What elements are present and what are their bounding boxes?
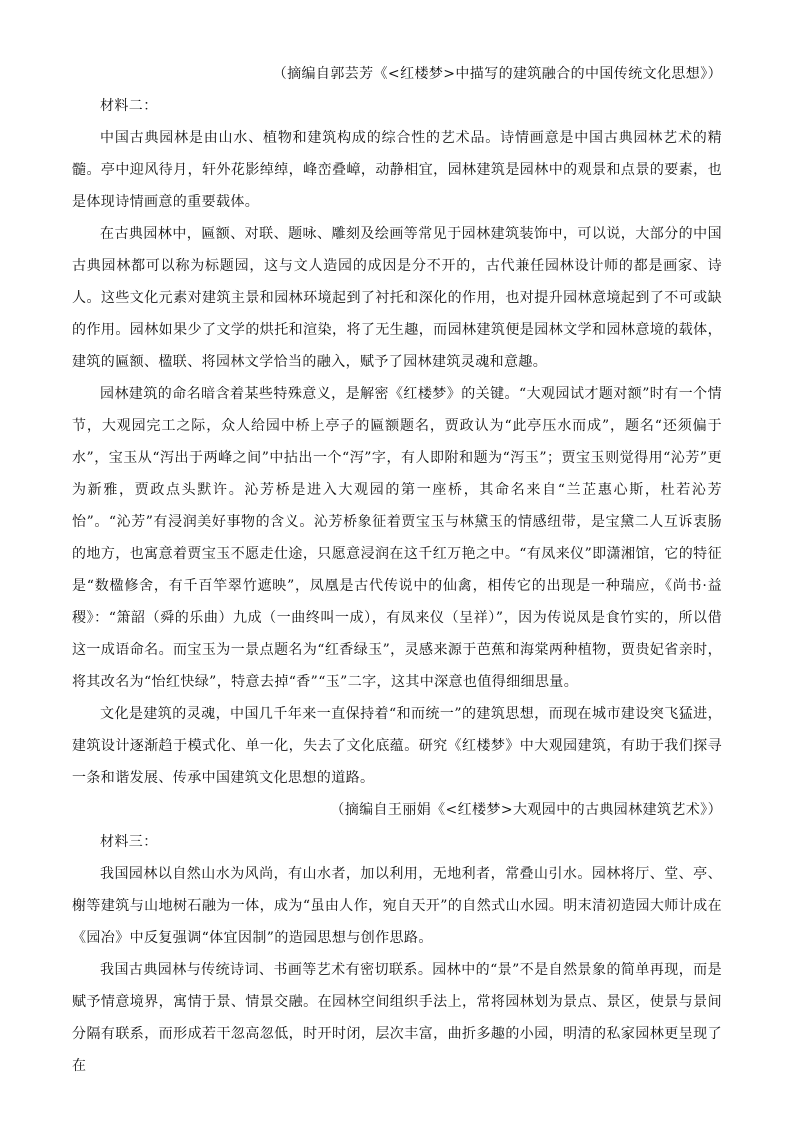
- source-citation-1: （摘编自郭芸芳《<红楼梦>中描写的建筑融合的中国传统文化思想》）: [272, 66, 722, 82]
- material-2-paragraph-3: 园林建筑的命名暗含着某些特殊意义，是解密《红楼梦》的关键。“大观园试才题对额”时有一个情节，大观园完工之际，众人给园中桥上亭子的匾额题名，贾政认为“此亭压水而成”，题名“还须偏于水”，宝玉从“泻出于两峰之间”中拈出一个“泻”字，有人即附和题为“泻玉”；贾宝玉则觉得用“沁芳”更为新雅，贾政点头默许。沁芳桥是进入大观园的第一座桥，其命名来自“兰芷惠心斯，杜若沁芳怡”。“沁芳”有浸润美好事物的含义。沁芳桥象征着贾宝玉与林黛玉的情感纽带，是宝黛二人互诉衷肠的地方，也寓意着贾宝玉不愿走仕途，只愿意浸润在这千红万艳之中。“有凤来仪”即潇湘馆，它的特征是“数楹修舍，有千百竿翠竹遮映”，凤凰是古代传说中的仙禽，相传它的出现是一种瑞应，《尚书·益稷》：“箫韶（舜的乐曲）九成（一曲终叫一成），有凤来仪（呈祥）”，因为传说凤是食竹实的，所以借这一成语命名。而宝玉为一景点题名为“红香绿玉”，灵感来源于芭蕉和海棠两种植物，贾贵妃省亲时，将其改名为“怡红快绿”，特意去掉“香”“玉”二字，这其中深意也值得细细思量。: [72, 386, 722, 690]
- material-2-paragraph-1: 中国古典园林是由山水、植物和建筑构成的综合性的艺术品。诗情画意是中国古典园林艺术的精髓。亭中迎风待月，轩外花影绰绰，峰峦叠嶂，动静相宜，园林建筑是园林中的观景和点景的要素，也是体现诗情画意的重要载体。: [72, 130, 722, 210]
- document-body: [72, 58, 722, 1082]
- material-3-label: 材料三：: [100, 834, 158, 850]
- material-2-paragraph-2: 在古典园林中，匾额、对联、题咏、雕刻及绘画等常见于园林建筑装饰中，可以说，大部分的中国古典园林都可以称为标题园，这与文人造园的成因是分不开的，古代兼任园林设计师的都是画家、诗人。这些文化元素对建筑主景和园林环境起到了衬托和深化的作用，也对提升园林意境起到了不可或缺的作用。园林如果少了文学的烘托和渲染，将了无生趣，而园林建筑便是园林文学和园林意境的载体，建筑的匾额、楹联、将园林文学恰当的融入，赋予了园林建筑灵魂和意趣。: [72, 226, 722, 370]
- material-2-label: 材料二：: [100, 98, 158, 114]
- material-3-paragraph-2: 我国古典园林与传统诗词、书画等艺术有密切联系。园林中的“景”不是自然景象的简单再现，而是赋予情意境界，寓情于景、情景交融。在园林空间组织手法上，常将园林划为景点、景区，使景与景间分隔有联系，而形成若干忽高忽低，时开时闭，层次丰富，曲折多趣的小园，明清的私家园林更呈现了在: [72, 962, 722, 1074]
- material-2-paragraph-4: 文化是建筑的灵魂，中国几千年来一直保持着“和而统一”的建筑思想，而现在城市建设突飞猛进，建筑设计逐渐趋于模式化、单一化，失去了文化底蕴。研究《红楼梦》中大观园建筑，有助于我们探寻一条和谐发展、传承中国建筑文化思想的道路。: [72, 706, 722, 786]
- material-3-paragraph-1: 我国园林以自然山水为风尚，有山水者，加以利用，无地利者，常叠山引水。园林将厅、堂、亭、榭等建筑与山地树石融为一体，成为“虽由人作，宛自天开”的自然式山水园。明末清初造园大师计成在《园冶》中反复强调“体宜因制”的造园思想与创作思路。: [72, 866, 722, 946]
- source-citation-2: （摘编自王丽娟《<红楼梦>大观园中的古典园林建筑艺术》）: [330, 802, 722, 818]
